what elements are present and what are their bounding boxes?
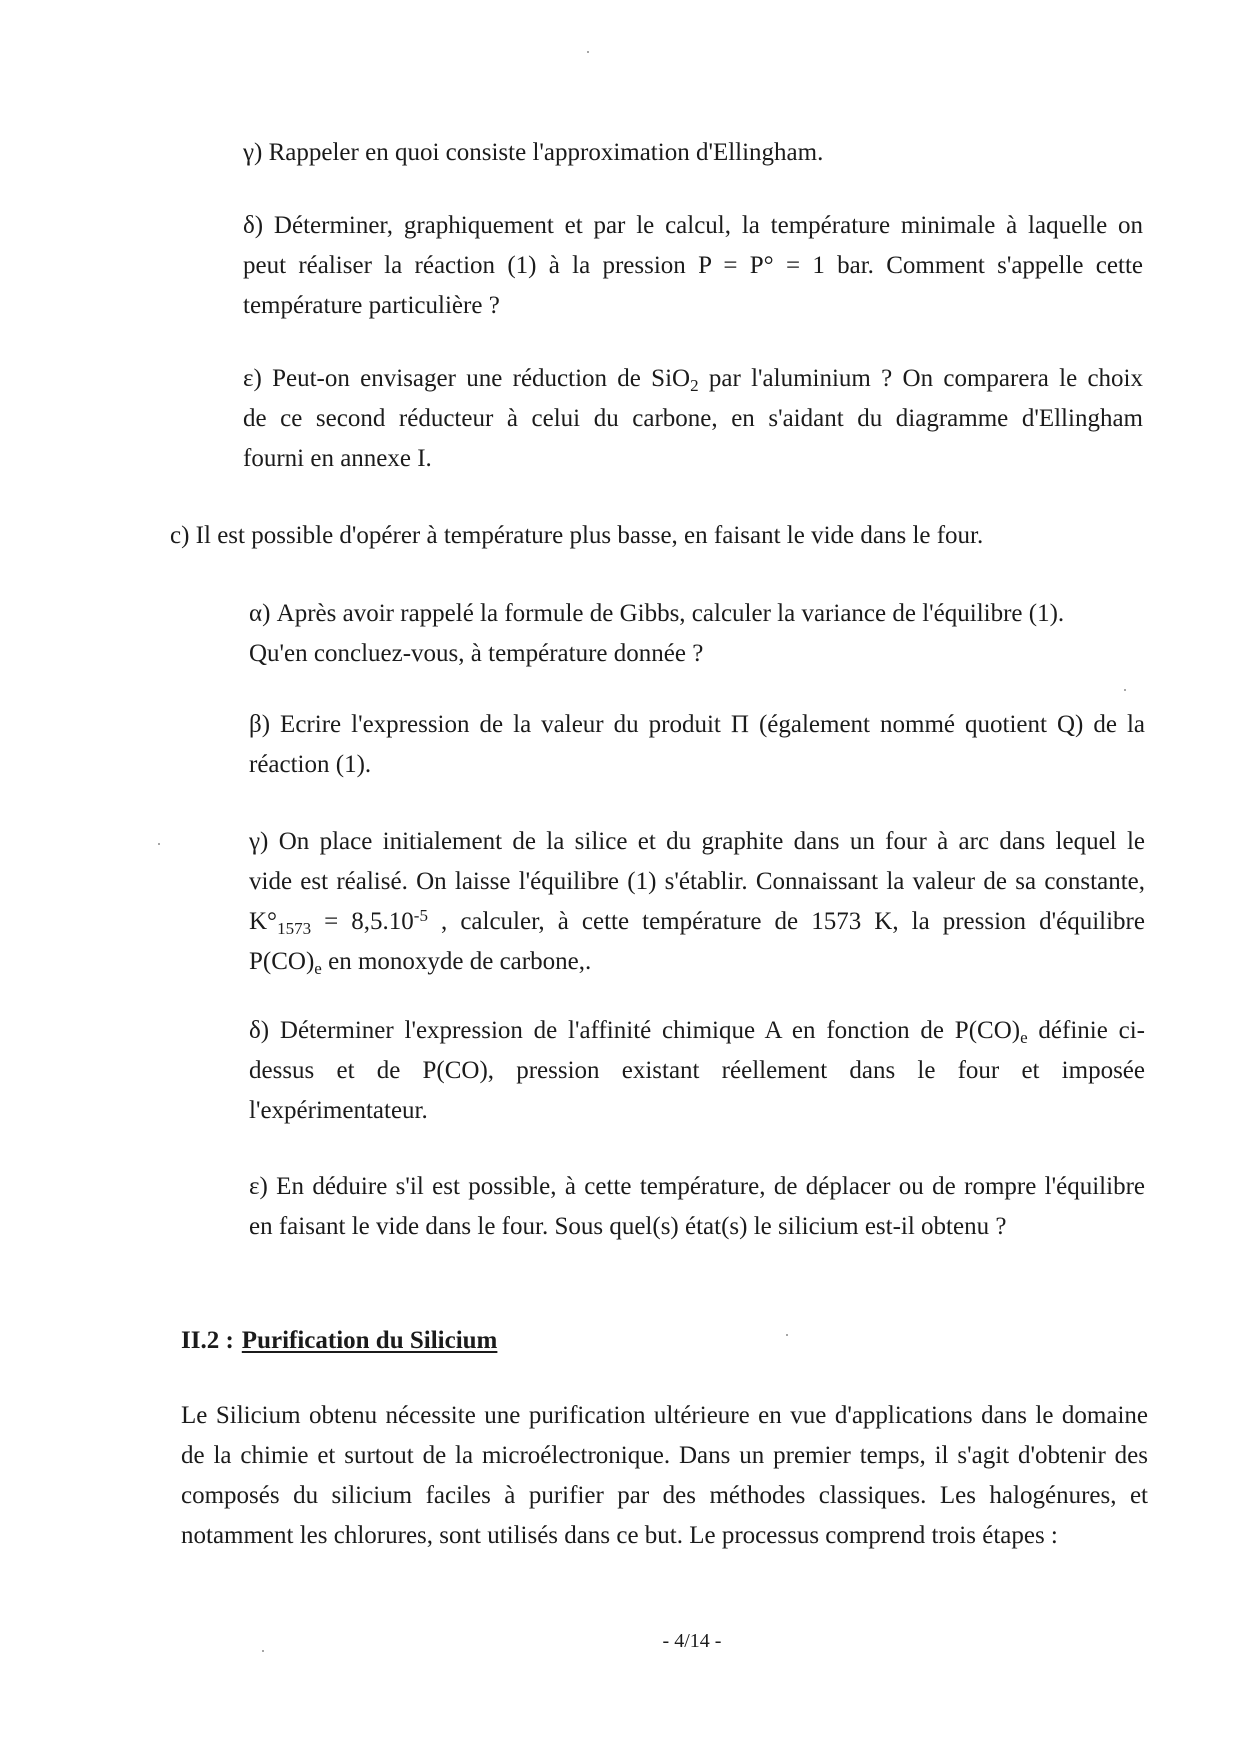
question-b-epsilon	[243, 359, 1143, 479]
superscript: -5	[413, 905, 428, 925]
text-line: de ce second réducteur à celui du carbone, en s'aidant du diagramme d'Ellingham	[243, 405, 1143, 432]
scan-speck	[587, 51, 589, 53]
text-line: β) Ecrire l'expression de la valeur du produit Π (également nommé quotient Q) de la	[249, 711, 1145, 738]
text-line: dessus et de P(CO), pression existant réellement dans le four et imposée	[249, 1057, 1145, 1084]
text-segment: ε) Peut-on envisager une réduction de SiO	[243, 365, 691, 392]
text-line	[249, 1011, 1145, 1051]
text-line: c) Il est possible d'opérer à température plus basse, en faisant le vide dans le four.	[170, 522, 984, 549]
subscript: e	[1020, 1028, 1028, 1048]
question-b-gamma	[243, 133, 1143, 173]
text-line: vide est réalisé. On laisse l'équilibre (1) s'établir. Connaissant la valeur de sa constante,	[249, 868, 1145, 895]
text-line: de la chimie et surtout de la microélectronique. Dans un premier temps, il s'agit d'obtenir des	[181, 1442, 1148, 1469]
text-line: fourni en annexe I.	[243, 445, 432, 472]
question-b-delta	[243, 206, 1143, 326]
text-line: Qu'en concluez-vous, à température donnée ?	[249, 640, 704, 667]
question-c-gamma	[249, 822, 1145, 982]
text-line: Le Silicium obtenu nécessite une purification ultérieure en vue d'applications dans le domaine	[181, 1402, 1148, 1429]
question-c-alpha	[249, 594, 1145, 674]
text-segment: K°	[249, 908, 278, 935]
text-line	[249, 902, 1145, 942]
text-segment: δ) Déterminer l'expression de l'affinité chimique A en fonction de P(CO)	[249, 1017, 1021, 1044]
text-line: notamment les chlorures, sont utilisés dans ce but. Le processus comprend trois étapes :	[181, 1522, 1058, 1549]
question-c-epsilon	[249, 1167, 1145, 1247]
text-line: γ) Rappeler en quoi consiste l'approximation d'Ellingham.	[243, 139, 824, 166]
text-line: γ) On place initialement de la silice et du graphite dans un four à arc dans lequel le	[249, 828, 1145, 855]
section-heading	[181, 1321, 781, 1361]
scan-speck	[1124, 689, 1126, 691]
question-c-delta	[249, 1011, 1145, 1131]
question-c-beta	[249, 705, 1145, 785]
text-line: ε) En déduire s'il est possible, à cette température, de déplacer ou de rompre l'équilibre	[249, 1173, 1145, 1200]
section-number: II.2 :	[181, 1327, 234, 1354]
subscript: 2	[690, 376, 699, 396]
text-line: l'expérimentateur.	[249, 1097, 428, 1124]
text-line: en faisant le vide dans le four. Sous quel(s) état(s) le silicium est-il obtenu ?	[249, 1213, 1007, 1240]
text-segment: par l'aluminium ? On comparera le choix	[698, 365, 1143, 392]
subscript: e	[314, 959, 322, 979]
page-number: - 4/14 -	[662, 1630, 722, 1652]
text-line: réaction (1).	[249, 751, 372, 778]
text-segment: définie ci-	[1027, 1017, 1145, 1044]
text-line: température particulière ?	[243, 292, 500, 319]
section-c-intro	[170, 516, 1170, 556]
section-title: Purification du Silicium	[241, 1327, 498, 1354]
scan-speck	[786, 1334, 788, 1336]
heading-line	[181, 1321, 781, 1361]
text-segment: , calculer, à cette température de 1573 K, la pression d'équilibre	[427, 908, 1145, 935]
text-line: peut réaliser la réaction (1) à la pression P = P° = 1 bar. Comment s'appelle cette	[243, 252, 1143, 279]
section-paragraph	[181, 1396, 1148, 1556]
subscript: 1573	[277, 919, 312, 939]
text-line	[249, 942, 1145, 982]
text-line: composés du silicium faciles à purifier par des méthodes classiques. Les halogénures, et	[181, 1482, 1148, 1509]
text-segment: P(CO)	[249, 948, 315, 975]
text-segment: = 8,5.10	[311, 908, 414, 935]
text-line: α) Après avoir rappelé la formule de Gibbs, calculer la variance de l'équilibre (1).	[249, 600, 1065, 627]
text-line	[243, 359, 1143, 399]
text-segment: en monoxyde de carbone,.	[321, 948, 592, 975]
text-line: δ) Déterminer, graphiquement et par le calcul, la température minimale à laquelle on	[243, 212, 1143, 239]
scan-speck	[262, 1650, 264, 1652]
scan-speck	[158, 843, 160, 845]
